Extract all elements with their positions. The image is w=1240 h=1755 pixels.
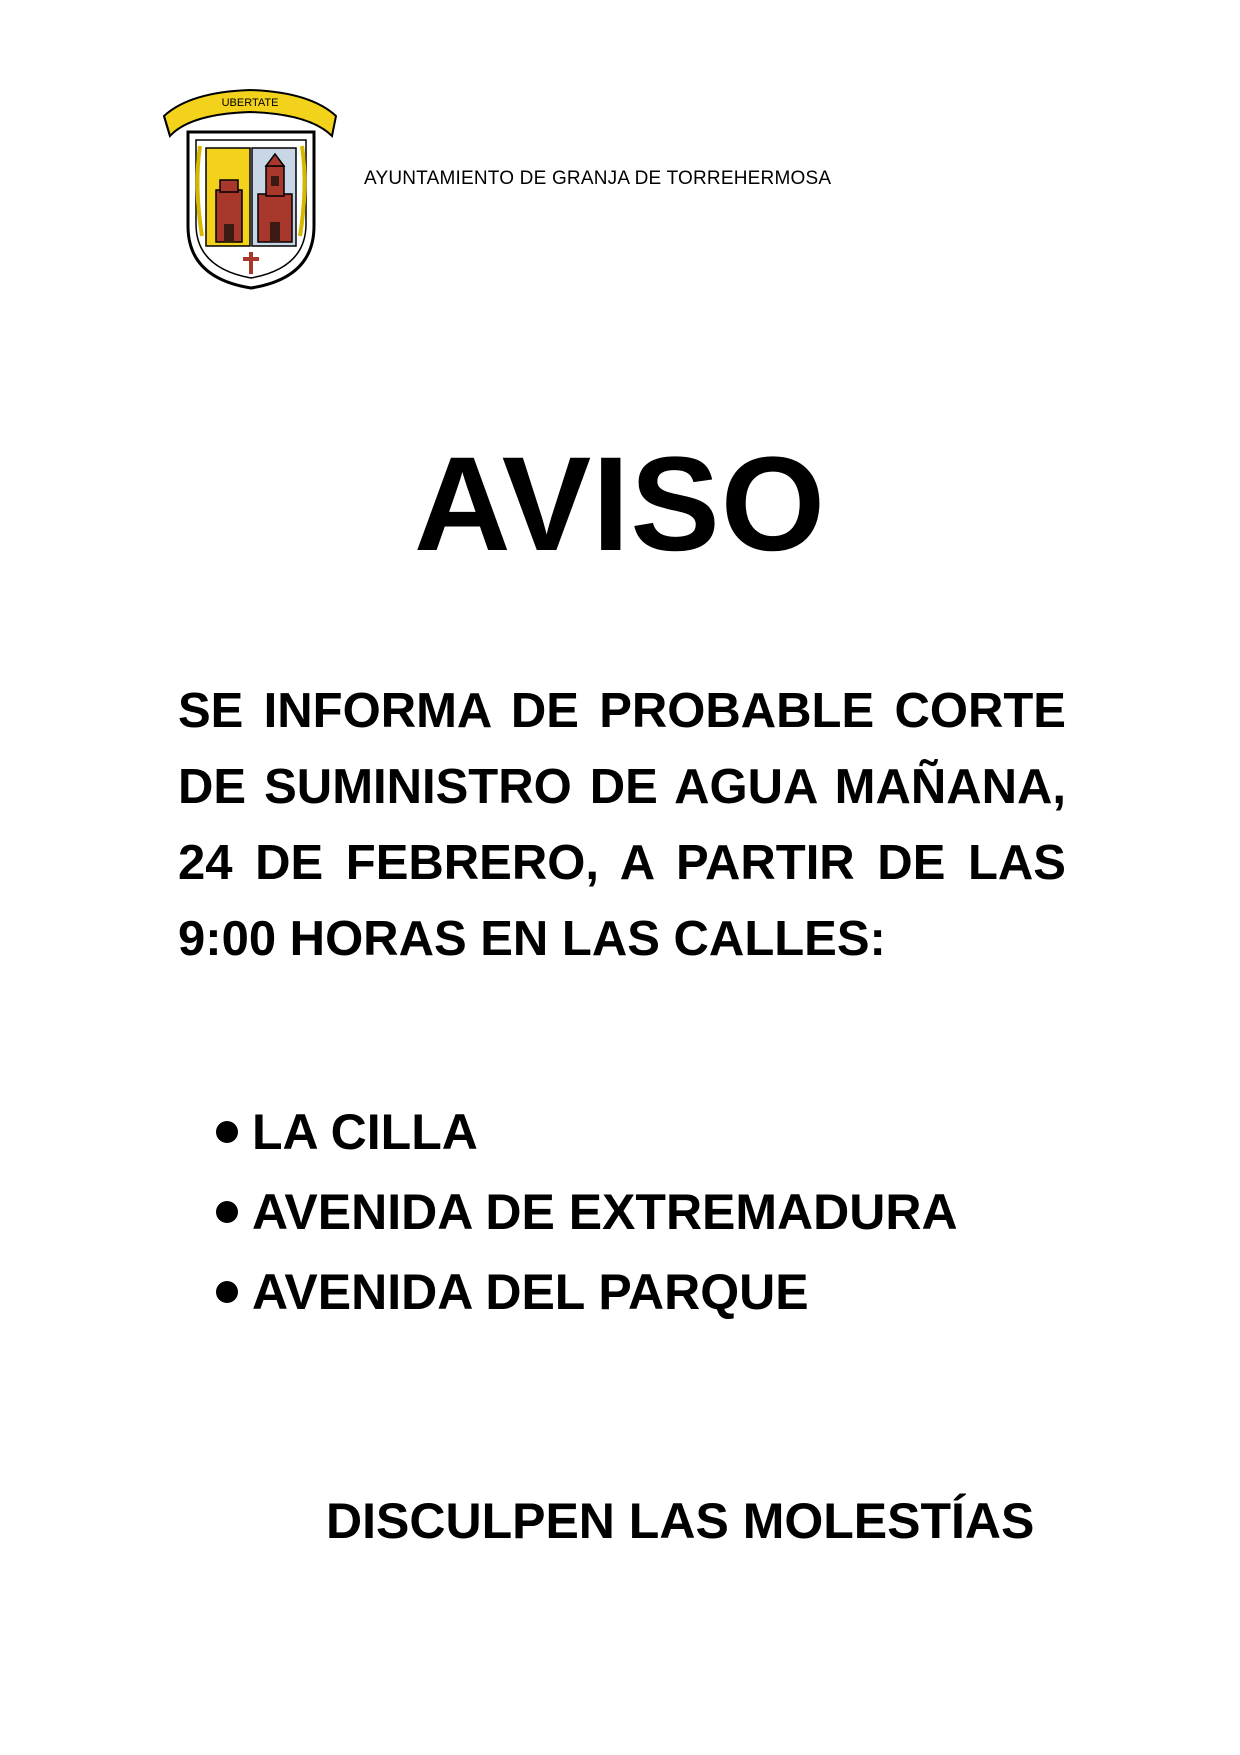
notice-body: SE INFORMA DE PROBABLE CORTE DE SUMINISTRO DE AGUA MAÑANA, 24 DE FEBRERO, A PARTIR DE LAS 9:00 HORAS EN LAS CALLES:: [178, 684, 1066, 966]
municipal-crest-icon: [160, 86, 342, 292]
bullet-icon: [216, 1201, 238, 1223]
organization-name: AYUNTAMIENTO DE GRANJA DE TORREHERMOSA: [364, 168, 832, 189]
bullet-icon: [216, 1281, 238, 1303]
list-item: [216, 1172, 958, 1252]
closing-apology: DISCULPEN LAS MOLESTÍAS: [326, 1493, 1035, 1549]
list-item: [216, 1092, 958, 1172]
bullet-icon: [216, 1121, 238, 1143]
list-item: [216, 1252, 958, 1332]
svg-text:UBERTATE: UBERTATE: [221, 97, 279, 109]
street-name: AVENIDA DEL PARQUE: [252, 1264, 809, 1320]
street-list: [216, 1092, 958, 1332]
street-name: AVENIDA DE EXTREMADURA: [252, 1184, 958, 1240]
street-name: LA CILLA: [252, 1104, 478, 1160]
notice-title: AVISO: [413, 430, 827, 579]
